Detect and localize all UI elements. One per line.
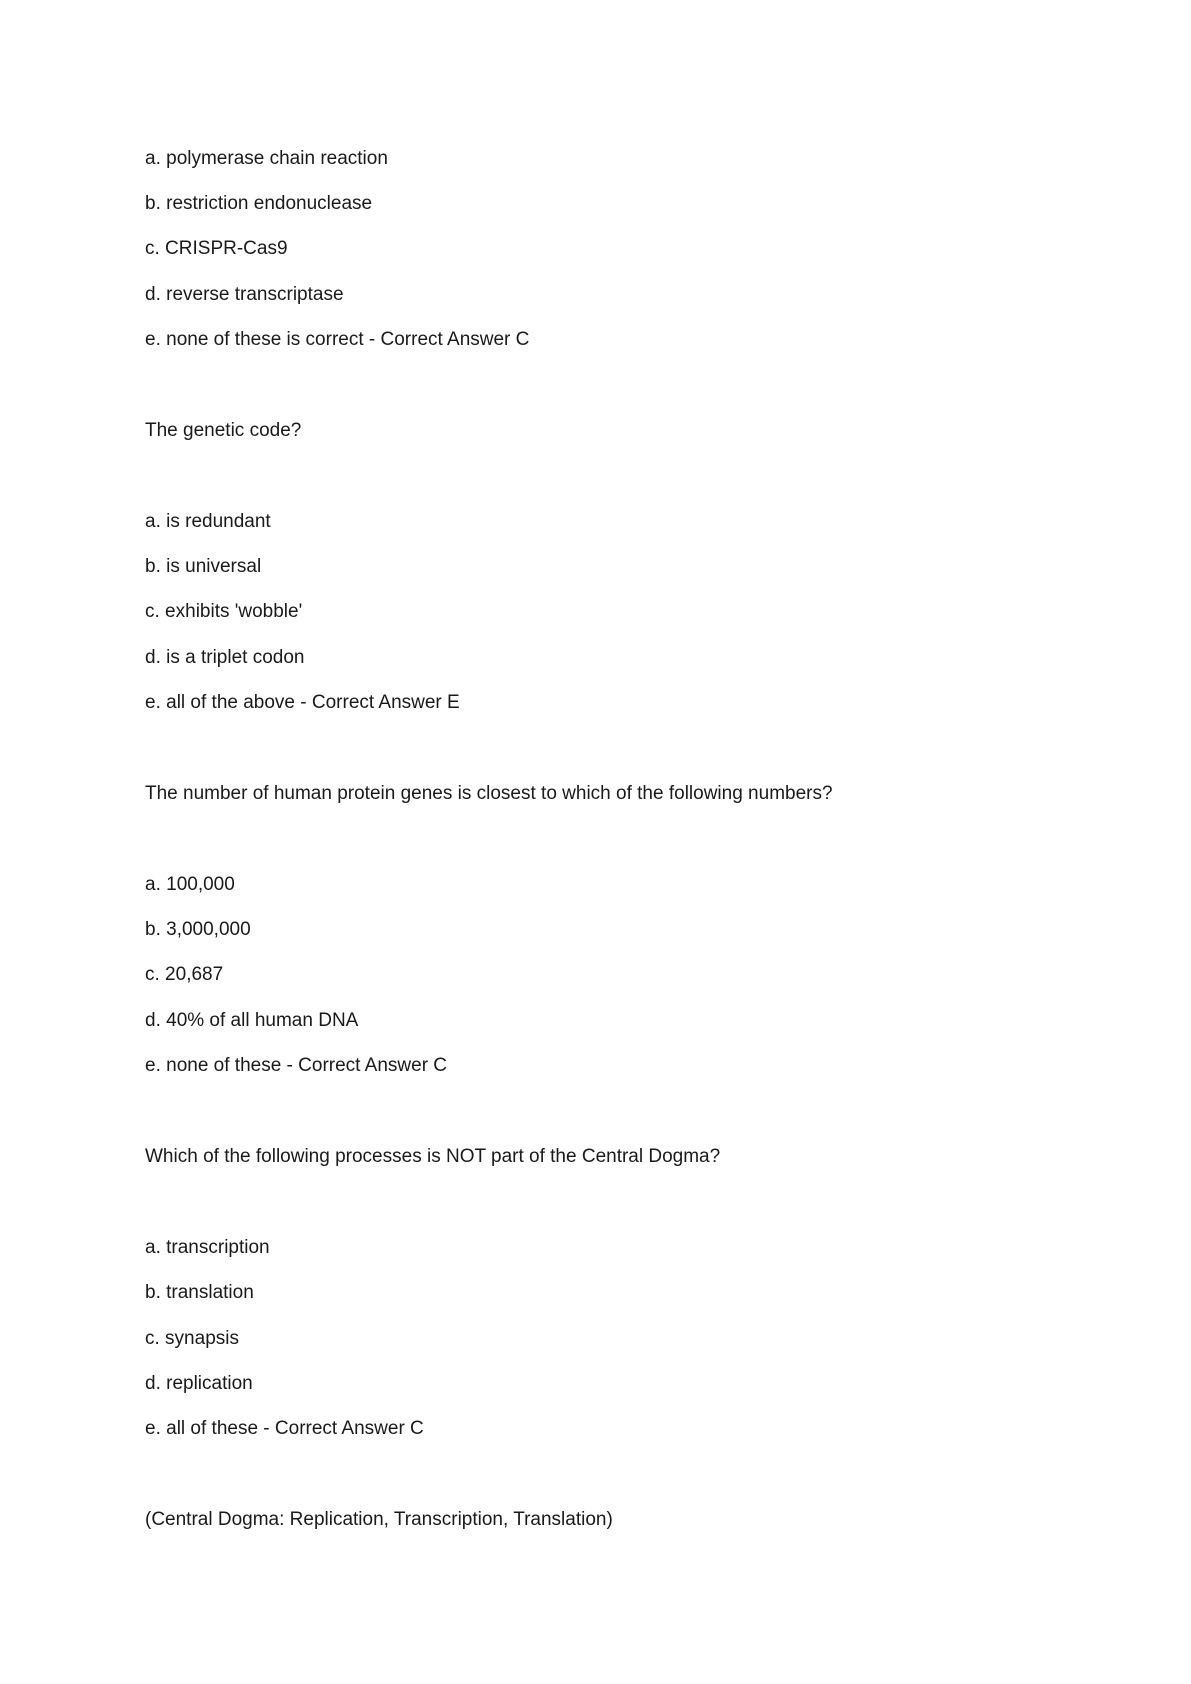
option-b: b. translation: [145, 1282, 254, 1303]
option-c: c. 20,687: [145, 964, 224, 985]
option-d: d. 40% of all human DNA: [145, 1010, 359, 1031]
option-e-answer: e. all of these - Correct Answer C: [145, 1418, 424, 1439]
option-b: b. is universal: [145, 556, 262, 577]
option-c: c. synapsis: [145, 1328, 239, 1349]
option-d: d. replication: [145, 1373, 253, 1394]
option-c: c. CRISPR-Cas9: [145, 238, 288, 259]
option-a: a. transcription: [145, 1237, 270, 1258]
option-b: b. restriction endonuclease: [145, 193, 373, 214]
central-dogma-note: (Central Dogma: Replication, Transcription, Translation): [145, 1509, 613, 1530]
option-e-answer: e. none of these - Correct Answer C: [145, 1055, 448, 1076]
option-c: c. exhibits 'wobble': [145, 601, 303, 622]
option-a: a. is redundant: [145, 511, 271, 532]
option-e-answer: e. none of these is correct - Correct Answer C: [145, 329, 530, 350]
option-b: b. 3,000,000: [145, 919, 251, 940]
question-text: Which of the following processes is NOT part of the Central Dogma?: [145, 1146, 721, 1167]
question-text: The number of human protein genes is closest to which of the following numbers?: [145, 783, 833, 804]
option-e-answer: e. all of the above - Correct Answer E: [145, 692, 460, 713]
option-a: a. 100,000: [145, 874, 235, 895]
option-d: d. reverse transcriptase: [145, 284, 344, 305]
option-d: d. is a triplet codon: [145, 647, 305, 668]
option-a: a. polymerase chain reaction: [145, 148, 388, 169]
question-text: The genetic code?: [145, 420, 302, 441]
